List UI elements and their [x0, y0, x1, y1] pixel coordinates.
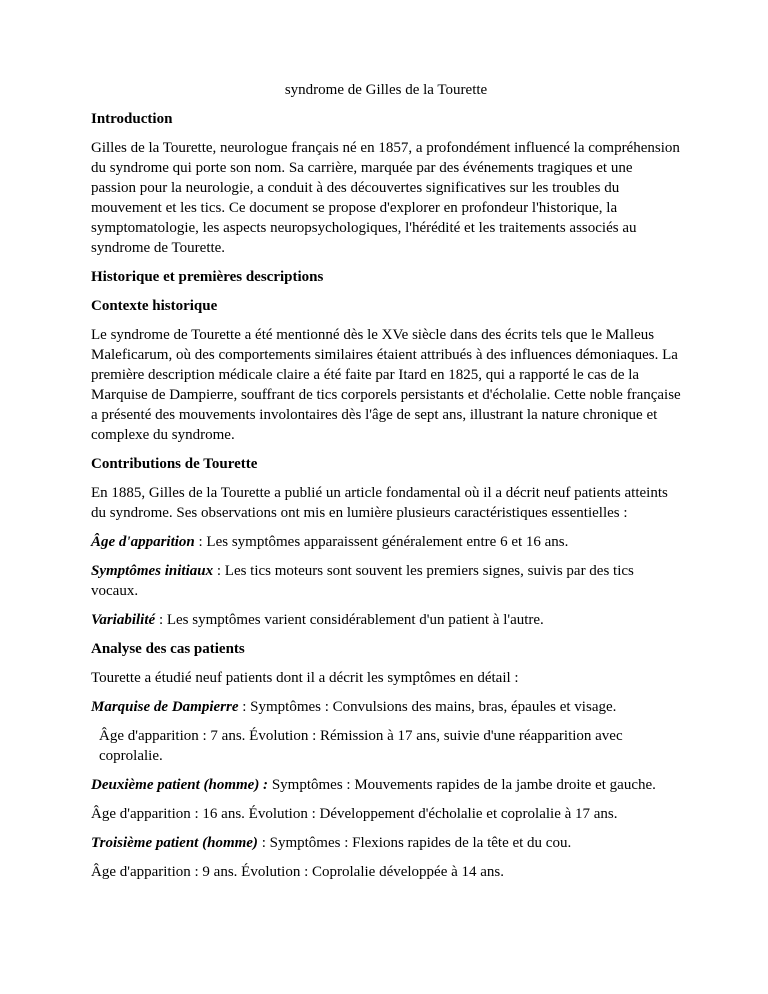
list-item-symptomes: [91, 561, 681, 601]
case-2-detail: Âge d'apparition : 16 ans. Évolution : Développement d'écholalie et coprolalie à 17 ans.: [91, 806, 618, 822]
heading-contributions: Contributions de Tourette: [91, 456, 258, 472]
case-1-detail: Âge d'apparition : 7 ans. Évolution : Rémission à 17 ans, suivie d'une réapparition avec coprolalie.: [99, 728, 623, 764]
paragraph-analyse: Tourette a étudié neuf patients dont il a décrit les symptômes en détail :: [91, 670, 519, 686]
term-label: Variabilité: [91, 612, 156, 628]
case-text: : Symptômes : Convulsions des mains, bras, épaules et visage.: [238, 699, 617, 715]
heading-introduction: Introduction: [91, 111, 173, 127]
case-label: Marquise de Dampierre: [91, 699, 239, 715]
heading-contexte: Contexte historique: [91, 298, 218, 314]
case-label: Troisième patient (homme): [91, 835, 258, 851]
case-1: [91, 697, 681, 717]
case-3-detail: Âge d'apparition : 9 ans. Évolution : Coprolalie développée à 14 ans.: [91, 864, 505, 880]
paragraph-introduction: Gilles de la Tourette, neurologue français né en 1857, a profondément influencé la compréhension du syndrome qui porte son nom. Sa carrière, marquée par des événements tragiques et une passion pour la neurologie, a conduit à des découvertes significatives sur les troubles du mouvement et les tics. Ce document se propose d'explorer en profondeur l'historique, la symptomatologie, les aspects neuropsychologiques, l'hérédité et les traitements associés au syndrome de Tourette.: [91, 140, 680, 256]
term-label: Symptômes initiaux: [91, 563, 214, 579]
case-label: Deuxième patient (homme) :: [91, 777, 269, 793]
heading-historique: Historique et premières descriptions: [91, 269, 324, 285]
paragraph-contexte: Le syndrome de Tourette a été mentionné dès le XVe siècle dans des écrits tels que le Malleus Maleficarum, où des comportements similaires étaient attribués à des influences démoniaques. La première description médicale claire a été faite par Itard en 1825, qui a rapporté le cas de la Marquise de Dampierre, souffrant de tics corporels persistants et d'écholalie. Cette noble française a présenté des mouvements involontaires dès l'âge de sept ans, illustrant la nature chronique et complexe du syndrome.: [91, 327, 681, 443]
case-text: Symptômes : Mouvements rapides de la jambe droite et gauche.: [268, 777, 656, 793]
list-item-age: [91, 532, 681, 552]
document-title: syndrome de Gilles de la Tourette: [284, 82, 488, 98]
term-text: : Les symptômes apparaissent généralement entre 6 et 16 ans.: [194, 534, 569, 550]
case-2: [91, 775, 681, 795]
case-3: [91, 833, 681, 853]
paragraph-contributions: En 1885, Gilles de la Tourette a publié un article fondamental où il a décrit neuf patients atteints du syndrome. Ses observations ont mis en lumière plusieurs caractéristiques essentielles :: [91, 485, 668, 521]
list-item-variabilite: [91, 610, 681, 630]
case-text: : Symptômes : Flexions rapides de la tête et du cou.: [257, 835, 572, 851]
document-page: [91, 80, 681, 891]
term-text: : Les tics moteurs sont souvent les premiers signes, suivis par des tics vocaux.: [91, 563, 634, 599]
heading-analyse: Analyse des cas patients: [91, 641, 245, 657]
term-text: : Les symptômes varient considérablement d'un patient à l'autre.: [155, 612, 544, 628]
term-label: Âge d'apparition: [91, 534, 195, 550]
